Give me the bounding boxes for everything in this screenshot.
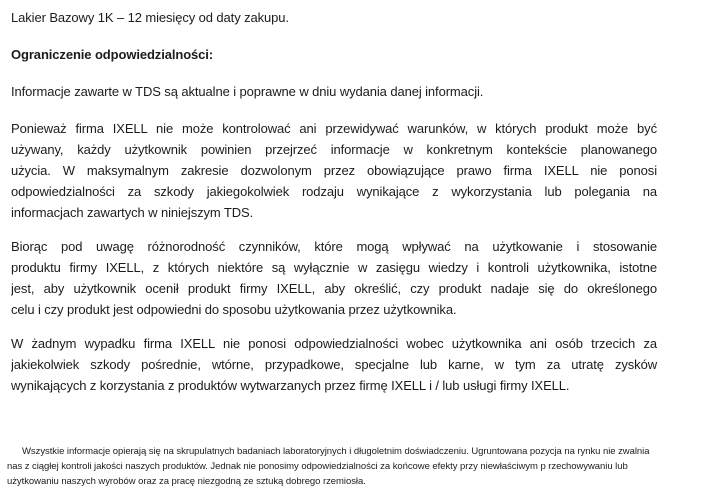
text-line: jest, aby użytkownik ocenił produkt firmy IXELL, aby określić, czy produkt nadaje się do określonego: [11, 281, 657, 296]
text-line: używany, każdy użytkownik powinien przejrzeć informacje w konkretnym kontekście planowanego: [11, 142, 657, 157]
text-line: Biorąc pod uwagę różnorodność czynników, które mogą wpływać na użytkowanie i stosowanie: [11, 239, 657, 254]
liability-limitation-heading: Ograniczenie odpowiedzialności:: [11, 47, 214, 62]
text-line: Wszystkie informacje opierają się na skrupulatnych badaniach laboratoryjnych i długoletnim doświadczeniu. Ugruntowana pozycja na rynku nie zwalnia: [22, 446, 650, 457]
paragraph-user-evaluation: [11, 236, 657, 320]
text-line: nas z ciągłej kontroli jakości naszych produktów. Jednak nie ponosimy odpowiedzialności za końcowe efekty przy niewłaściwym p rzechowywaniu lub: [7, 461, 628, 472]
paragraph-conditions-disclaimer: [11, 118, 657, 223]
tds-validity-line: Informacje zawarte w TDS są aktualne i poprawne w dniu wydania danej informacji.: [11, 84, 484, 99]
text-line: jakiekolwiek szkody pośrednie, wtórne, przypadkowe, specjalne lub karne, w tym za utratę zysków: [11, 357, 657, 372]
text-line: odpowiedzialności za szkody jakiegokolwiek rodzaju wynikające z wykorzystania lub polegania na: [11, 184, 657, 199]
text-line: wynikających z korzystania z produktów wytwarzanych przez firmę IXELL i / lub usługi firmy IXELL.: [11, 378, 570, 393]
text-line: użytkowaniu naszych wyrobów oraz za pracę niezgodną ze sztuką dobrego rzemiosła.: [7, 476, 366, 487]
text-line: Ponieważ firma IXELL nie może kontrolować ani przewidywać warunków, w których produkt może być: [11, 121, 657, 136]
text-line: użycia. W maksymalnym zakresie dozwolonym przez obowiązujące prawo firma IXELL nie ponosi: [11, 163, 657, 178]
intro-warranty-line: Lakier Bazowy 1K – 12 miesięcy od daty zakupu.: [11, 10, 289, 25]
footer-disclaimer: [7, 444, 675, 489]
text-line: produktu firmy IXELL, z których niektóre są wyłącznie w zasięgu wiedzy i kontroli użytkownika, istotne: [11, 260, 657, 275]
text-line: W żadnym wypadku firma IXELL nie ponosi odpowiedzialności wobec użytkownika ani osób trzecich za: [11, 336, 657, 351]
text-line: celu i czy produkt jest odpowiedni do sposobu użytkowania przez użytkownika.: [11, 302, 457, 317]
text-line: informacjach zawartych w niniejszym TDS.: [11, 205, 254, 220]
paragraph-no-liability: [11, 333, 657, 396]
